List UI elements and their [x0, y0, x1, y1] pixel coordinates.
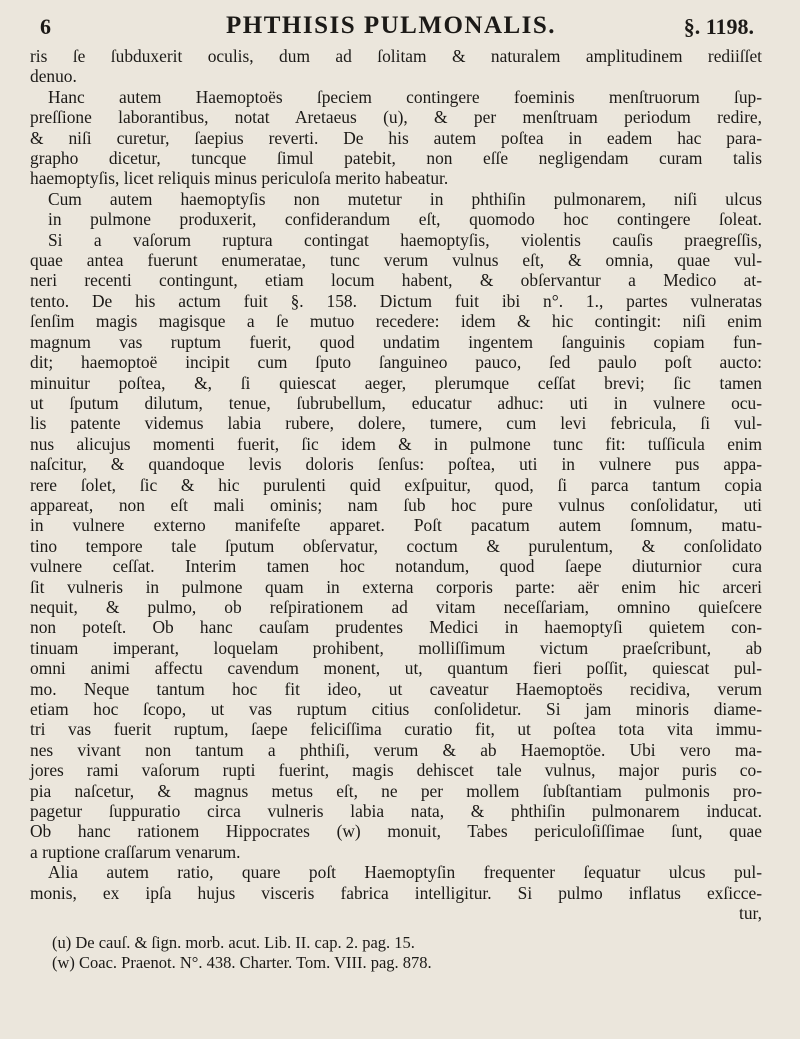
section-number: §. 1198.: [683, 14, 754, 39]
text-line: dit; haemoptoë incipit cum ſputo ſanguineo pauco, ſed paulo poſt aucto:: [30, 352, 762, 373]
text-line: Alia autem ratio, quare poſt Haemoptyſin frequenter ſequatur ulcus pul-: [48, 862, 762, 883]
text-line: neri recenti contingunt, etiam locum habent, & obſervantur a Medico at-: [30, 270, 762, 291]
text-line: a ruptione craſſarum venarum.: [30, 841, 241, 862]
text-line: preſſione laborantibus, notat Aretaeus (u), & per menſtruam periodum redire,: [30, 107, 762, 128]
text-line: appareat, non eſt mali ominis; nam ſub hoc pure vulnus conſolidatur, uti: [30, 494, 762, 515]
footnote: (u) De cauſ. & ſign. morb. acut. Lib. II. cap. 2. pag. 15.: [52, 933, 415, 953]
text-line: magnum vas ruptum fuerit, quod undatim ingentem ſanguinis copiam fun-: [30, 331, 762, 352]
text-line: & niſi curetur, ſaepius reverti. De his autem poſtea in eadem hac para-: [30, 127, 762, 148]
text-line: tur,: [739, 903, 762, 924]
text-line: jores rami vaſorum rupti fuerint, magis dehiscet tale vulnus, major puris co-: [30, 760, 762, 781]
text-line: omni animi affectu cavendum monent, ut, quantum fieri poſſit, quiescat pul-: [30, 658, 762, 679]
text-line: non poteſt. Ob hanc cauſam prudentes Medici in haemoptyſi quietem con-: [30, 617, 762, 638]
text-line: Si a vaſorum ruptura contingat haemoptyſis, violentis cauſis praegreſſis,: [48, 229, 762, 250]
text-line: grapho dicetur, tuncque ſimul patebit, non eſſe negligendam curam talis: [30, 148, 762, 169]
text-line: naſcitur, & quandoque levis doloris ſenſus: poſtea, uti in vulnere pus appa-: [30, 454, 762, 475]
text-line: tino tempore tale ſputum obſervatur, coctum & purulentum, & conſolidato: [30, 535, 762, 556]
text-line: mo. Neque tantum hoc fit ideo, ut caveatur Haemoptoës recidiva, verum: [30, 678, 762, 699]
text-line: ris ſe ſubduxerit oculis, dum ad ſolitam & naturalem amplitudinem rediiſſet: [30, 46, 762, 66]
footnote: (w) Coac. Praenot. N°. 438. Charter. Tom. VIII. pag. 878.: [52, 953, 432, 973]
text-line: ut ſputum dilutum, tenue, ſubrubellum, educatur adhuc: uti in vulnere ocu-: [30, 392, 762, 413]
text-line: tento. De his actum fuit §. 158. Dictum fuit ibi n°. 1., partes vulneratas: [30, 290, 762, 311]
text-line: in pulmone produxerit, confiderandum eſt, quomodo hoc contingere ſoleat.: [48, 209, 762, 230]
body-text: [30, 46, 762, 923]
running-title: PHTHISIS PULMONALIS.: [226, 12, 557, 39]
text-line: etiam hoc ſcopo, ut vas ruptum citius conſolidetur. Si jam minoris diame-: [30, 699, 762, 719]
text-line: quae antea fuerunt enumeratae, tunc verum vulnus eſt, & omnia, quae vul-: [30, 250, 762, 271]
page-number: 6: [40, 14, 51, 39]
text-line: nequit, & pulmo, ob reſpirationem ad vitam neceſſariam, omnino quieſcere: [30, 596, 762, 617]
text-line: haemoptyſis, licet reliquis minus periculoſa merito habeatur.: [30, 168, 449, 189]
text-line: ſenſim magis magisque a ſe mutuo recedere: idem & hic contingit: niſi enim: [30, 311, 762, 332]
text-line: rere ſolet, ſic & hic purulenti quid exſpuitur, quod, ſi parca tantum copia: [30, 474, 762, 495]
text-line: Ob hanc rationem Hippocrates (w) monuit, Tabes periculoſiſſimae ſunt, quae: [30, 821, 762, 842]
text-line: lis patente videmus labia rubere, dolere, tumere, cum levi febricula, ſi vul-: [30, 413, 762, 434]
text-line: Hanc autem Haemoptoës ſpeciem contingere foeminis menſtruorum ſup-: [48, 86, 762, 107]
text-line: tri vas fuerit ruptum, ſaepe feliciſſima curatio fit, ut poſtea tota vita immu-: [30, 719, 762, 740]
footnotes: [30, 933, 762, 973]
text-line: vulnere ceſſat. Interim tamen hoc notandum, quod ſaepe diuturnior cura: [30, 556, 762, 577]
text-line: pagetur ſuppuratio circa vulneris labia nata, & phthiſin pulmonarem inducat.: [30, 801, 762, 822]
text-line: minuitur poſtea, &, ſi quiescat aeger, plerumque ceſſat brevi; ſic tamen: [30, 372, 762, 393]
text-line: nes vivant non tantum a phthiſi, verum & ab Haemoptöe. Ubi vero ma-: [30, 739, 762, 760]
text-line: ſit vulneris in pulmone quam in externa corporis parte: aër enim hic arceri: [30, 576, 762, 597]
text-line: nus alicujus momenti fuerit, ſic idem & in pulmone tunc fit: tuſſicula enim: [30, 433, 762, 454]
running-header: [30, 12, 762, 46]
text-line: tinuam imperant, loquelam prohibent, molliſſimum victum praeſcribunt, ab: [30, 637, 762, 658]
text-line: in vulnere externo manifeſte apparet. Poſt pacatum autem ſomnum, matu-: [30, 515, 762, 536]
text-line: pia naſcetur, & magnus metus eſt, ne per mollem ſubſtantiam pulmonis pro-: [30, 780, 762, 801]
text-line: monis, ex ipſa hujus visceris fabrica intelligitur. Si pulmo inflatus exſicce-: [30, 882, 762, 903]
text-line: Cum autem haemoptyſis non mutetur in phthiſin pulmonarem, niſi ulcus: [48, 188, 762, 209]
text-line: denuo.: [30, 66, 77, 87]
